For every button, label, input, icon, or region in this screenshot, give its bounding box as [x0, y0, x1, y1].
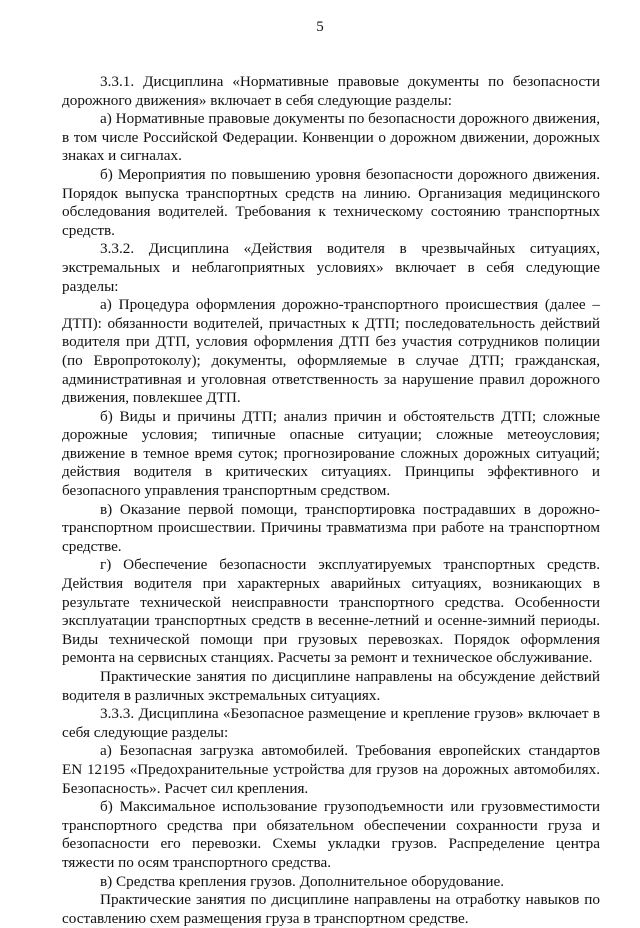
paragraph-3-3-3-practice: Практические занятия по дисциплине направлены на отработку навыков по составлению схем размещения груза в транспортном средстве.: [62, 891, 600, 927]
paragraph-3-3-1-b: б) Мероприятия по повышению уровня безопасности дорожного движения. Порядок выпуска транспортных средств на линию. Организация медицинского обследования водителей. Требования к техническому состоянию транспортных средств.: [62, 165, 600, 239]
paragraph-3-3-3-v: в) Средства крепления грузов. Дополнительное оборудование.: [100, 872, 504, 890]
paragraph-3-3-3-b: б) Максимальное использование грузоподъемности или грузовместимости транспортного средства при обязательном обеспечении сохранности груза и безопасности его перевозки. Схемы укладки грузов. Распределение центра тяжести по осям транспортного средства.: [62, 798, 600, 871]
paragraph-3-3-1-a: а) Нормативные правовые документы по безопасности дорожного движения, в том числе Российской Федерации. Конвенции о дорожном движении, дорожных знаках и сигналах.: [62, 110, 600, 165]
paragraph-3-3-3-heading: 3.3.3. Дисциплина «Безопасное размещение и крепление грузов» включает в себя следующие разделы:: [62, 705, 600, 741]
paragraph-3-3-2-practice: Практические занятия по дисциплине направлены на обсуждение действий водителя в различных экстремальных ситуациях.: [62, 668, 600, 704]
paragraph-3-3-3-a: а) Безопасная загрузка автомобилей. Требования европейских стандартов EN 12195 «Предохранительные устройства для грузов на дорожных автомобилях. Безопасность». Расчет сил крепления.: [62, 742, 600, 797]
document-body: [62, 73, 600, 928]
paragraph-3-3-2-g: г) Обеспечение безопасности эксплуатируемых транспортных средств. Действия водителя при характерных аварийных ситуациях, возникающих в результате технической неисправности транспортного средства. Особенности эксплуатации транспортных средств в весенне-летний и осенне-зимний периоды. Виды технической помощи при грузовых перевозках. Порядок оформления ремонта на сервисных станциях. Расчеты за ремонт и техническое обслуживание.: [62, 556, 600, 667]
paragraph-3-3-1-heading: 3.3.1. Дисциплина «Нормативные правовые документы по безопасности дорожного движения» включает в себя следующие разделы:: [62, 73, 600, 109]
paragraph-3-3-2-v: в) Оказание первой помощи, транспортировка пострадавших в дорожно-транспортном происшествии. Причины травматизма при работе на транспортном средстве.: [62, 500, 600, 555]
paragraph-3-3-2-b: б) Виды и причины ДТП; анализ причин и обстоятельств ДТП; сложные дорожные условия; типичные опасные ситуации; сложные метеоусловия; движение в темное время суток; прогнозирование сложных дорожных ситуаций; действия водителя в критических ситуациях. Принципы эффективного и безопасного управления транспортным средством.: [62, 407, 600, 500]
paragraph-3-3-2-heading: 3.3.2. Дисциплина «Действия водителя в чрезвычайных ситуациях, экстремальных и неблагоприятных условиях» включает в себя следующие разделы:: [62, 240, 600, 295]
paragraph-3-3-2-a: а) Процедура оформления дорожно-транспортного происшествия (далее – ДТП): обязанности водителей, причастных к ДТП; последовательность действий водителя при ДТП, условия оформления ДТП без участия сотрудников полиции (по Европротоколу); документы, оформляемые в случае ДТП; гражданская, административная и уголовная ответственность за нарушение правил дорожного движения, повлекшее ДТП.: [62, 296, 600, 407]
page-number: 5: [316, 19, 324, 35]
